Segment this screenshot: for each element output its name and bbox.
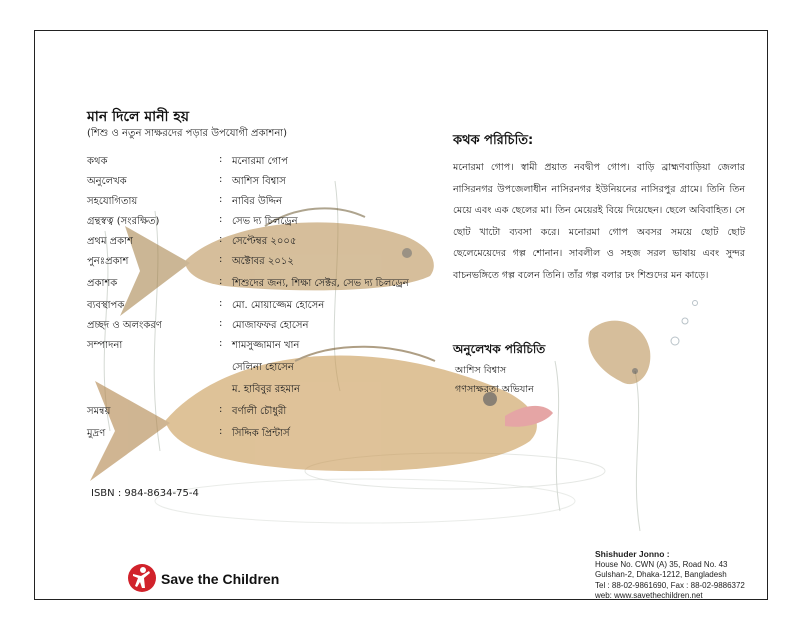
isbn: ISBN : 984-8634-75-4: [91, 488, 199, 499]
translator-org: গণসাক্ষরতা অভিযান: [455, 384, 534, 395]
translator-name: আশিস বিশ্বাস: [455, 365, 507, 376]
publisher-name: Shishuder Jonno :: [595, 549, 670, 559]
translator-heading: অনুলেখক পরিচিতি: [453, 342, 546, 356]
book-title: মান দিলে মানী হয়: [87, 109, 190, 125]
logo-text: Save the Children: [161, 571, 280, 587]
publisher-line: Gulshan-2, Dhaka-1212, Bangladesh: [595, 570, 727, 579]
child-figure-icon: [127, 563, 157, 593]
publisher-line: House No. CWN (A) 35, Road No. 43: [595, 559, 728, 569]
publisher-line: Tel : 88-02-9861690, Fax : 88-02-9886372: [595, 580, 745, 590]
book-subtitle: (শিশু ও নতুন সাক্ষরদের পড়ার উপযোগী প্রকাশনা): [87, 128, 288, 139]
narrator-bio: মনোরমা গোপ। স্বামী প্রয়াত নবদ্বীপ গোপ। বাড়ি ব্রাহ্মণবাড়িয়া জেলার নাসিরনগর উপজেলাধীন নাসিরনগর ইউনিয়নের নাসিরপুর গ্রামে। তিনি তিন মেয়ে এবং এক ছেলের মা। তিন মেয়েরই বিয়ে দিয়েছেন। ছেলে অবিবাহিত। সে ছোট খাটো ব্যবসা করে। মনোরমা গোপ অবসর সময়ে ছোট ছোট ছেলেমেয়েদের গল্প শোনান। সাবলীল ও সহজ সরল ভাষায় এবং সুন্দর বাচনভঙ্গিতে গল্প বলেন তিনি। তাঁর গল্প বলার ঢং শিশুদের মন কাড়ে।: [453, 162, 745, 281]
narrator-heading: কথক পরিচিতি:: [453, 133, 534, 148]
book-page: মান দিলে মানী হয় (শিশু ও নতুন সাক্ষরদের পড়ার উপযোগী প্রকাশনা) কথক : মনোরমা গোপ অনুলেখক : আশিস বিশ্বাস সহযোগিতায় : নাবির উদ্দিন গ্রন্থস্বত্ব (সংরক্ষিত) : সেভ দ্য চিলড্রেন প্রথম প্রকাশ : সেপ্টেম্বর ২০০৫ পুনঃপ্রকাশ : অক্টোবর ২০১২ প্রকাশক : শিশুদের জন্য, শিক্ষা সেক্টর, সেভ দ্য চিলড্রেন ব্যবস্থাপক : মো. মোয়াজ্জেম হোসেন প্রচ্ছদ ও অলংকরণ : মোজাফফর হোসেন সম্পাদনা : শামসুজ্জামান খান সেলিনা হোসেন ম. হাবিবুর রহমান সমন্বয় : বর্ণালী চৌধুরী মুদ্রণ : সিদ্দিক প্রিন্টার্স ISBN : 984-8634-75-4 কথক পরিচিতি: মনোরমা গোপ। স্বামী প্রয়াত নবদ্বীপ গোপ। বাড়ি ব্রাহ্মণবাড়িয়া জেলার নাসিরনগর উপজেলাধীন নাসিরনগর ইউনিয়নের নাসিরপুর গ্রামে। তিনি তিন মেয়ে এবং এক ছেলের মা। তিন মেয়েরই বিয়ে দিয়েছেন। ছেলে অবিবাহিত। সে ছোট খাটো ব্যবসা করে। মনোরমা গোপ অবসর সময়ে ছোট ছোট ছেলেমেয়েদের গল্প শোনান। সাবলীল ও সহজ সরল ভাষায় এবং সুন্দর বাচনভঙ্গিতে গল্প বলেন তিনি। তাঁর গল্প বলার ঢং শিশুদের মন কাড়ে। অনুলেখক পরিচিতি আশিস বিশ্বাস গণসাক্ষরতা অভিযান Save the Children Shishuder Jonno : House No. CWN (A) 35, Road No. 43 Gulshan-2, Dhaka-1212, Bangladesh Tel : 88-02-9861690, Fax : 88-02-9886372 web: www.savethechildren.net: [34, 30, 768, 600]
publisher-web[interactable]: web: www.savethechildren.net: [595, 591, 703, 600]
publisher-address: [595, 549, 745, 600]
